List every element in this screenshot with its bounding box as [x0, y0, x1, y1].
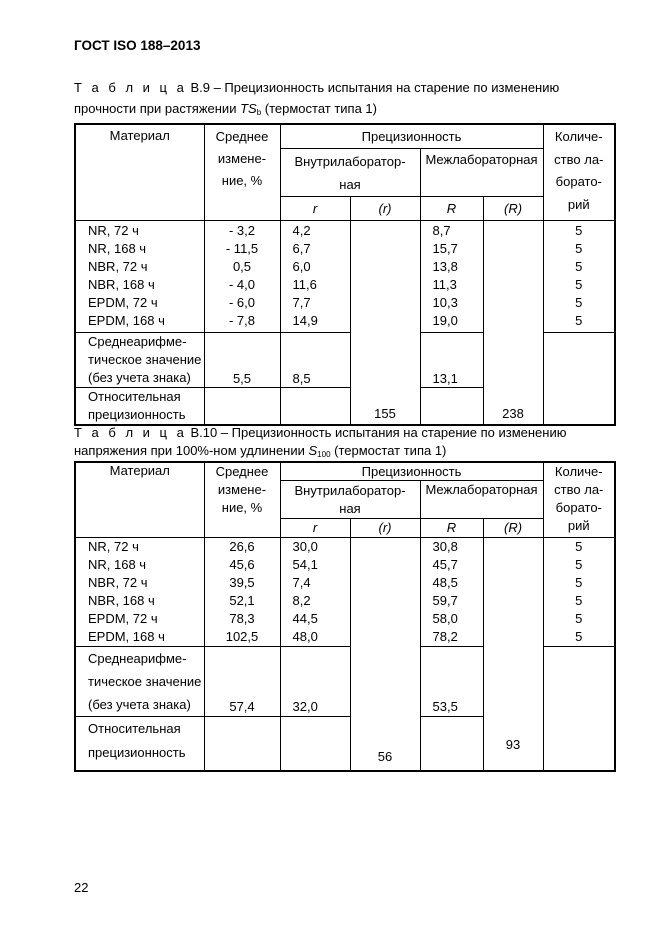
- table2: [74, 461, 616, 772]
- table2-header-R: R: [446, 520, 457, 535]
- table1-caption-text-a: – Прецизионность испытания на старение по изменению прочности при растяжении: [74, 80, 560, 116]
- table2-r-values: [280, 537, 350, 646]
- table2-rel-r: 56: [377, 749, 393, 764]
- list-item: 39,5: [229, 574, 255, 590]
- list-item: 0,5: [232, 258, 252, 274]
- list-item: 13,8: [432, 258, 458, 274]
- list-item: 78,2: [432, 628, 458, 644]
- empty-cell: [204, 387, 280, 425]
- header-line: ние, %: [221, 173, 263, 188]
- table1-rel-label: [75, 387, 204, 425]
- table1: [74, 123, 616, 426]
- header-line: ная: [339, 500, 361, 516]
- table1-labs-empty: [543, 332, 615, 425]
- list-item: 15,7: [432, 240, 458, 256]
- table1-changes: [204, 220, 280, 332]
- table2-changes: [204, 537, 280, 646]
- list-item: 102,5: [225, 628, 259, 644]
- table2-header-intralab: [280, 480, 420, 518]
- table2-caption-prefix: Т а б л и ц а: [74, 425, 187, 440]
- list-item: EPDM, 168 ч: [88, 628, 165, 644]
- table2-header-r-paren: (r): [378, 520, 392, 535]
- table1-caption-symbol: TS: [240, 101, 257, 116]
- page-number: 22: [74, 880, 89, 895]
- list-item: - 4,0: [228, 276, 255, 292]
- list-item: 10,3: [432, 294, 458, 310]
- list-item: NR, 168 ч: [88, 240, 147, 256]
- table1-mean-change: 5,5: [204, 332, 280, 387]
- table2-caption: [74, 424, 614, 464]
- list-item: 5: [575, 592, 583, 608]
- list-item: 48,0: [292, 628, 318, 644]
- list-item: 5: [575, 222, 583, 238]
- table2-header-precision: Прецизионность: [280, 462, 543, 480]
- list-item: 5: [575, 628, 583, 644]
- text-line: Относительная: [88, 388, 181, 404]
- header-line: Количе-: [554, 464, 603, 479]
- header-line: Внутрилаборатор-: [294, 482, 406, 498]
- table1-caption-prefix: Т а б л и ц а: [74, 80, 187, 95]
- table2-caption-text-a: – Прецизионность испытания на старение по изменению напряжения при 100%-ном удлинении: [74, 425, 567, 458]
- table2-mean-label: [75, 646, 204, 716]
- empty-cell: [204, 716, 280, 771]
- list-item: 5: [575, 240, 583, 256]
- list-item: 5: [575, 276, 583, 292]
- table1-mean-R: 13,1: [420, 332, 483, 387]
- table2-header-r: r: [312, 520, 318, 535]
- list-item: 8,2: [292, 592, 311, 608]
- header-line: ство ла-: [554, 151, 604, 167]
- list-item: NR, 72 ч: [88, 222, 139, 238]
- table1-header-r-paren: (r): [378, 200, 392, 216]
- list-item: 8,7: [432, 222, 451, 238]
- list-item: 45,6: [229, 556, 255, 572]
- table1-caption-number: В.9: [190, 80, 210, 95]
- table2-header-R-paren: (R): [503, 520, 523, 535]
- header-line: измене-: [217, 151, 267, 166]
- table2-header-labs: [543, 462, 615, 537]
- header-line: Среднее: [215, 464, 269, 479]
- table1-header-precision: Прецизионность: [280, 124, 543, 148]
- list-item: - 7,8: [228, 312, 255, 328]
- list-item: 5: [575, 610, 583, 626]
- table2-header-material: Материал: [75, 462, 204, 537]
- table1-caption-text-b: (термостат типа 1): [261, 101, 377, 116]
- list-item: NBR, 168 ч: [88, 276, 155, 292]
- list-item: 54,1: [292, 556, 318, 572]
- text-line: прецизионность: [88, 406, 186, 422]
- table2-R-paren-col: [483, 537, 543, 771]
- list-item: 30,8: [432, 538, 458, 554]
- table1-rel-r: 155: [374, 405, 396, 421]
- table1-mean-r: 8,5: [280, 332, 350, 387]
- header-line: Количе-: [554, 129, 603, 144]
- list-item: NBR, 72 ч: [88, 258, 148, 274]
- table1-labs: [543, 220, 615, 332]
- list-item: 26,6: [229, 538, 255, 554]
- list-item: NR, 168 ч: [88, 556, 147, 572]
- list-item: 7,4: [292, 574, 311, 590]
- table1-header-intralab: [280, 148, 420, 196]
- table1-header-R: R: [446, 200, 457, 216]
- table2-header-interlab: Межлабораторная: [420, 480, 543, 518]
- table1-header-labs: [543, 124, 615, 220]
- table2-labs-empty: [543, 646, 615, 771]
- header-line: рий: [567, 518, 590, 533]
- header-line: Среднее: [215, 129, 269, 144]
- table2-rel-label: [75, 716, 204, 771]
- list-item: 30,0: [292, 538, 318, 554]
- list-item: 78,3: [229, 610, 255, 626]
- list-item: 44,5: [292, 610, 318, 626]
- text-line: тическое значение: [88, 351, 202, 367]
- table2-caption-text-b: (термостат типа 1): [330, 443, 447, 458]
- table2-caption-symbol: S: [308, 443, 318, 458]
- list-item: - 3,2: [228, 222, 255, 238]
- header-line: борато-: [555, 500, 602, 515]
- table2-rel-R: 93: [505, 737, 521, 752]
- list-item: 11,3: [432, 276, 457, 292]
- table2-header-mean-change: [204, 462, 280, 537]
- empty-cell: [420, 716, 483, 771]
- table1-mean-label: [75, 332, 204, 387]
- list-item: NR, 72 ч: [88, 538, 139, 554]
- text-line: Среднеарифме-: [88, 650, 187, 666]
- empty-cell: [280, 387, 350, 425]
- text-line: тическое значение: [88, 673, 202, 689]
- list-item: 7,7: [292, 294, 311, 310]
- text-line: Относительная: [88, 720, 181, 736]
- header-line: ство ла-: [554, 482, 604, 497]
- list-item: 5: [575, 312, 583, 328]
- table1-R-paren-col: [483, 220, 543, 425]
- text-line: (без учета знака): [88, 696, 191, 712]
- list-item: NBR, 168 ч: [88, 592, 155, 608]
- list-item: 5: [575, 294, 583, 310]
- table2-caption-symbol-sub: 100: [317, 450, 331, 459]
- table2-caption-number: В.10: [190, 425, 218, 440]
- header-line: измене-: [217, 482, 267, 497]
- list-item: 5: [575, 538, 583, 554]
- table1-caption: [74, 77, 614, 123]
- header-line: Внутрилаборатор-: [294, 153, 406, 169]
- list-item: 5: [575, 556, 583, 572]
- table1-r-values: [280, 220, 350, 332]
- list-item: 48,5: [432, 574, 458, 590]
- table1-header-material: Материал: [75, 124, 204, 220]
- list-item: 6,7: [292, 240, 311, 256]
- table2-r-paren-col: [350, 537, 420, 771]
- table2-mean-change: 57,4: [204, 646, 280, 716]
- list-item: 45,7: [432, 556, 458, 572]
- empty-cell: [280, 716, 350, 771]
- table1-r-paren-col: [350, 220, 420, 425]
- header-line: рий: [567, 196, 590, 212]
- list-item: NBR, 72 ч: [88, 574, 148, 590]
- table1-rel-R: 238: [502, 405, 524, 421]
- table1-header-r: r: [312, 200, 318, 216]
- table2-mean-r: 32,0: [280, 646, 350, 716]
- table1-header-R-paren: (R): [503, 200, 523, 216]
- empty-cell: [420, 387, 483, 425]
- list-item: 4,2: [292, 222, 311, 238]
- table1-caption-symbol-sub: b: [256, 108, 262, 117]
- header-line: ная: [339, 176, 361, 192]
- list-item: 59,7: [432, 592, 458, 608]
- list-item: EPDM, 72 ч: [88, 294, 158, 310]
- header-line: борато-: [555, 174, 602, 189]
- table1-materials: [75, 220, 204, 332]
- table2-materials: [75, 537, 204, 646]
- list-item: 52,1: [229, 592, 255, 608]
- list-item: 5: [575, 258, 583, 274]
- document-header: ГОСТ ISO 188–2013: [74, 38, 201, 53]
- list-item: 58,0: [432, 610, 458, 626]
- list-item: - 11,5: [225, 240, 259, 256]
- list-item: EPDM, 168 ч: [88, 312, 165, 328]
- table1-header-interlab: Межлабораторная: [420, 148, 543, 196]
- text-line: (без учета знака): [88, 369, 191, 385]
- text-line: Среднеарифме-: [88, 333, 187, 349]
- text-line: прецизионность: [88, 744, 186, 760]
- list-item: 19,0: [432, 312, 458, 328]
- list-item: 11,6: [292, 276, 317, 292]
- header-line: ние, %: [221, 500, 263, 515]
- table2-R-values: [420, 537, 483, 646]
- list-item: 5: [575, 574, 583, 590]
- list-item: 6,0: [292, 258, 311, 274]
- table2-labs: [543, 537, 615, 646]
- table1-R-values: [420, 220, 483, 332]
- list-item: EPDM, 72 ч: [88, 610, 158, 626]
- table1-header-mean-change: [204, 124, 280, 220]
- list-item: 14,9: [292, 312, 318, 328]
- table2-mean-R: 53,5: [420, 646, 483, 716]
- list-item: - 6,0: [228, 294, 255, 310]
